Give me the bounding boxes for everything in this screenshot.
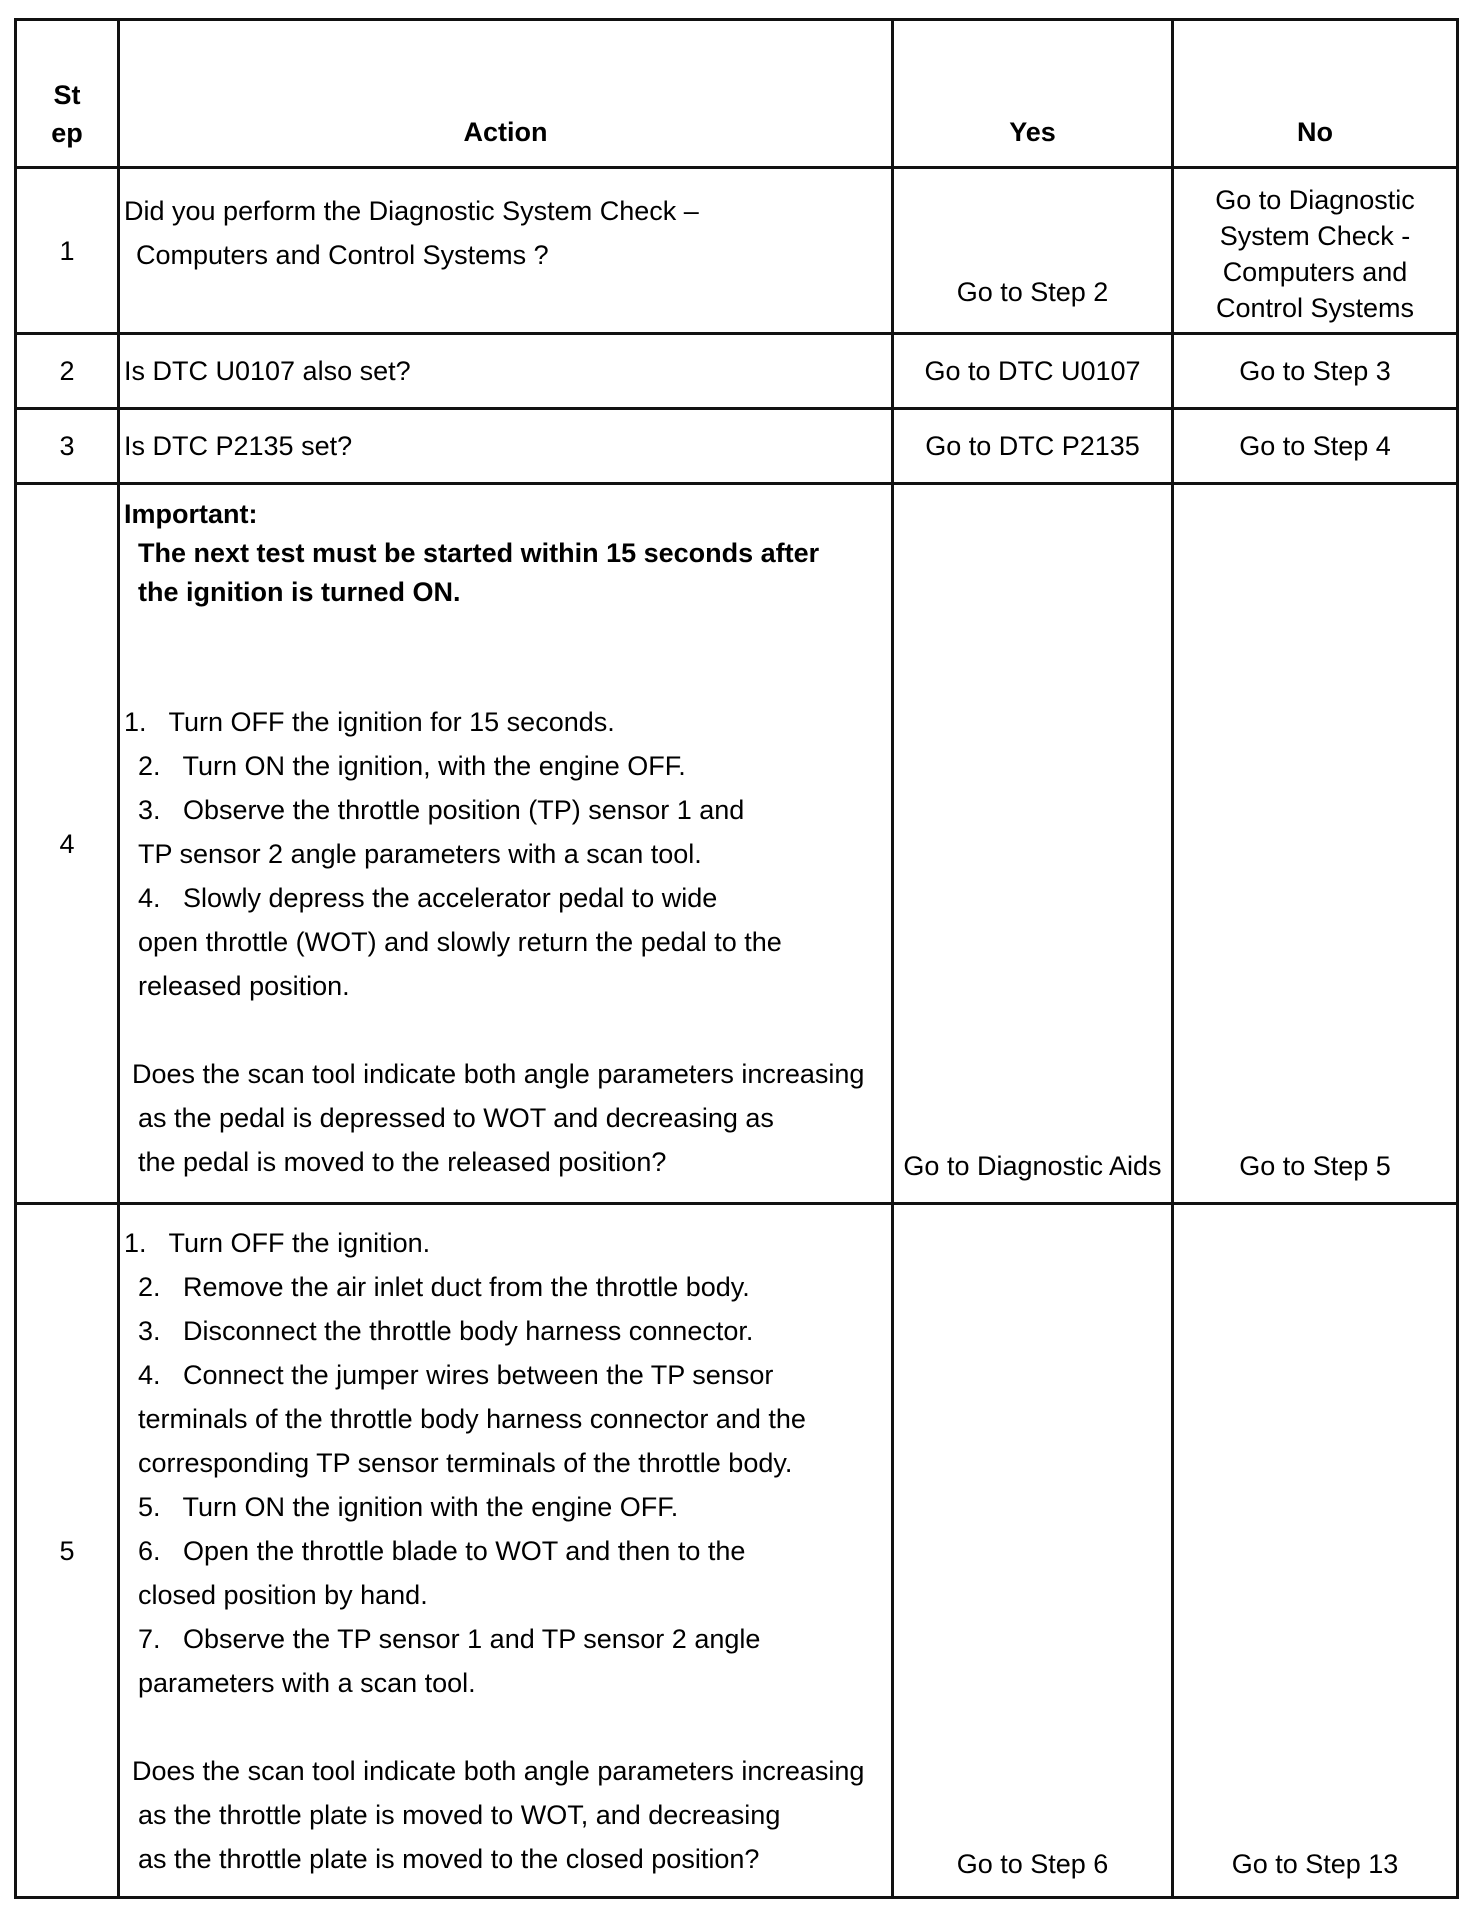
header-step	[16, 20, 119, 168]
step-number: 3	[16, 409, 119, 484]
action-line: Is DTC U0107 also set?	[124, 356, 411, 386]
procedure-step: 3. Observe the throttle position (TP) sensor 1 and	[138, 795, 745, 825]
header-no: No	[1173, 20, 1458, 168]
action-cell	[119, 409, 893, 484]
important-label: Important:	[124, 499, 258, 529]
step-number: 2	[16, 334, 119, 409]
header-yes: Yes	[893, 20, 1173, 168]
no-line: Go to Diagnostic	[1215, 185, 1415, 215]
table-row	[16, 334, 1458, 409]
procedure-step: 2. Turn ON the ignition, with the engine OFF.	[138, 751, 686, 781]
header-step-line1: St	[53, 80, 81, 110]
procedure-step: 1. Turn OFF the ignition.	[124, 1228, 431, 1258]
yes-cell: Go to Step 6	[893, 1204, 1173, 1898]
step-number: 1	[16, 168, 119, 334]
procedure-step: parameters with a scan tool.	[138, 1668, 476, 1698]
question-line: the pedal is moved to the released position?	[138, 1147, 667, 1177]
header-action: Action	[119, 20, 893, 168]
procedure-step: 5. Turn ON the ignition with the engine OFF.	[138, 1492, 679, 1522]
question-line: Does the scan tool indicate both angle parameters increasing	[132, 1756, 865, 1786]
question-line: as the pedal is depressed to WOT and decreasing as	[138, 1103, 774, 1133]
question-line: as the throttle plate is moved to WOT, and decreasing	[138, 1800, 781, 1830]
table-row	[16, 409, 1458, 484]
yes-cell: Go to Step 2	[893, 168, 1173, 334]
header-row	[16, 20, 1458, 168]
procedure-step: 2. Remove the air inlet duct from the throttle body.	[138, 1272, 750, 1302]
procedure-step: TP sensor 2 angle parameters with a scan tool.	[138, 839, 702, 869]
yes-cell: Go to Diagnostic Aids	[893, 484, 1173, 1204]
table-row	[16, 484, 1458, 1204]
no-line: Computers and	[1222, 257, 1408, 287]
question-line: Does the scan tool indicate both angle parameters increasing	[132, 1059, 865, 1089]
no-line: Control Systems	[1215, 293, 1415, 323]
action-cell	[119, 334, 893, 409]
procedure-step: terminals of the throttle body harness connector and the	[138, 1404, 806, 1434]
procedure-step: corresponding TP sensor terminals of the throttle body.	[138, 1448, 793, 1478]
procedure-step: open throttle (WOT) and slowly return the pedal to the	[138, 927, 782, 957]
action-cell	[119, 168, 893, 334]
question-line: as the throttle plate is moved to the closed position?	[138, 1844, 760, 1874]
no-line: System Check -	[1219, 221, 1411, 251]
diagnostic-table	[14, 18, 1459, 1899]
procedure-step: 4. Slowly depress the accelerator pedal to wide	[138, 883, 718, 913]
procedure-step: 1. Turn OFF the ignition for 15 seconds.	[124, 707, 615, 737]
important-text: The next test must be started within 15 seconds after	[138, 538, 820, 568]
action-cell	[119, 1204, 893, 1898]
yes-cell: Go to DTC U0107	[893, 334, 1173, 409]
no-cell: Go to Step 4	[1173, 409, 1458, 484]
action-cell	[119, 484, 893, 1204]
no-cell: Go to Step 5	[1173, 484, 1458, 1204]
procedure-step: 4. Connect the jumper wires between the TP sensor	[138, 1360, 774, 1390]
table-row	[16, 1204, 1458, 1898]
table-row	[16, 168, 1458, 334]
action-line: Computers and Control Systems ?	[136, 240, 549, 270]
yes-cell: Go to DTC P2135	[893, 409, 1173, 484]
no-cell: Go to Step 13	[1173, 1204, 1458, 1898]
step-number: 5	[16, 1204, 119, 1898]
procedure-step: 7. Observe the TP sensor 1 and TP sensor 2 angle	[138, 1624, 761, 1654]
action-line: Is DTC P2135 set?	[124, 431, 353, 461]
procedure-step: released position.	[138, 971, 350, 1001]
step-number: 4	[16, 484, 119, 1204]
procedure-step: closed position by hand.	[138, 1580, 428, 1610]
no-cell: Go to Step 3	[1173, 334, 1458, 409]
action-line: Did you perform the Diagnostic System Check –	[124, 196, 699, 226]
important-text: the ignition is turned ON.	[138, 577, 461, 607]
procedure-step: 6. Open the throttle blade to WOT and then to the	[138, 1536, 746, 1566]
no-cell	[1173, 168, 1458, 334]
header-step-line2: ep	[51, 118, 83, 148]
procedure-step: 3. Disconnect the throttle body harness connector.	[138, 1316, 754, 1346]
